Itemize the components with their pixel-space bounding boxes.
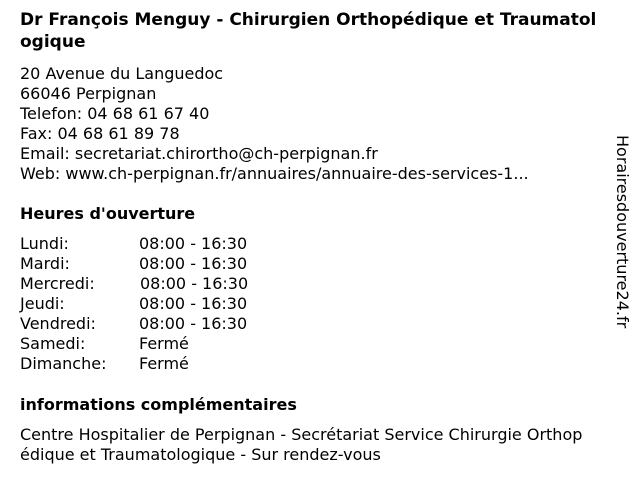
page-title: Dr François Menguy - Chirurgien Orthopédique et Traumatologique [20, 10, 597, 52]
email-address: Email: secretariat.chirortho@ch-perpignan.fr [20, 144, 378, 163]
opening-hours-table [20, 234, 320, 374]
hours-row-wednesday [20, 274, 320, 294]
hours-row-friday [20, 314, 320, 334]
hours-day: Jeudi: [20, 294, 65, 313]
hours-time: 08:00 - 16:30 [139, 254, 248, 273]
hours-day: Mardi: [20, 254, 70, 273]
hours-row-tuesday [20, 254, 320, 274]
hours-time: 08:00 - 16:30 [140, 274, 249, 293]
hours-time: Fermé [139, 354, 189, 373]
hours-day: Dimanche: [20, 354, 107, 373]
hours-time: 08:00 - 16:30 [139, 294, 248, 313]
hours-row-sunday [20, 354, 320, 374]
hours-time: 08:00 - 16:30 [139, 234, 248, 253]
hours-row-thursday [20, 294, 320, 314]
site-watermark: Horairesdouverture24.fr [613, 135, 632, 329]
hours-row-monday [20, 234, 320, 254]
phone-number: Telefon: 04 68 61 67 40 [20, 104, 210, 123]
info-text: Centre Hospitalier de Perpignan - Secrétariat Service Chirurgie Orthopédique et Traumatologique - Sur rendez-vous [20, 425, 583, 464]
hours-day: Samedi: [20, 334, 86, 353]
hours-day: Lundi: [20, 234, 69, 253]
hours-time: Fermé [139, 334, 189, 353]
website-link[interactable]: Web: www.ch-perpignan.fr/annuaires/annuaire-des-services-1... [20, 164, 529, 183]
address-city: 66046 Perpignan [20, 84, 157, 103]
info-heading: informations complémentaires [20, 395, 297, 414]
contact-block [20, 64, 600, 184]
hours-time: 08:00 - 16:30 [139, 314, 248, 333]
address-street: 20 Avenue du Languedoc [20, 64, 224, 83]
fax-number: Fax: 04 68 61 89 78 [20, 124, 180, 143]
hours-day: Vendredi: [20, 314, 96, 333]
opening-hours-heading: Heures d'ouverture [20, 204, 196, 223]
hours-row-saturday [20, 334, 320, 354]
hours-day: Mercredi: [20, 274, 95, 293]
